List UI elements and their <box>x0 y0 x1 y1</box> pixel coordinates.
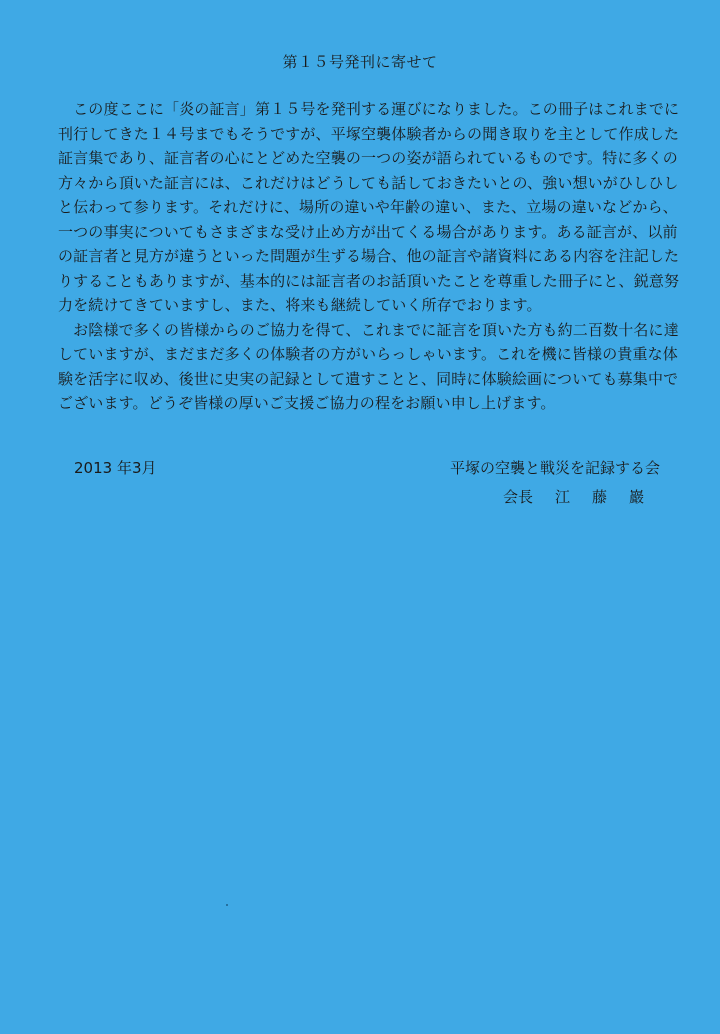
text-line: 力を続けてきていますし、また、将来も継続していく所存でおります。 <box>58 296 542 314</box>
text-line: 験を活字に収め、後世に史実の記録として遺すことと、同時に体験絵画についても募集中で <box>58 369 679 388</box>
text-line: お陰様で多くの皆様からのご協力を得て、これまでに証言を頂いた方も約二百数十名に達 <box>58 320 679 339</box>
issue-date: 2013 年3月 <box>74 459 157 477</box>
text-line: この度ここに「炎の証言」第１５号を発刊する運びになりました。この冊子はこれまでに <box>58 100 680 118</box>
signature-name: 江藤巖 <box>555 488 667 506</box>
text-line: 一つの事実についてもさまざまな受け止め方が出てくる場合があります。ある証言が、以前 <box>58 222 678 241</box>
text-line: 証言集であり、証言者の心にとどめた空襲の一つの姿が語られているものです。特に多くの <box>58 149 678 167</box>
text-line: の証言者と見方が違うといった問題が生ずる場合、他の証言や諸資料にある内容を注記した <box>58 247 680 265</box>
text-line: ございます。どうぞ皆様の厚いご支援ご協力の程をお願い申し上げます。 <box>58 394 556 412</box>
organization-name: 平塚の空襲と戦災を記録する会 <box>450 459 661 477</box>
signature <box>503 486 666 507</box>
text-line: りすることもありますが、基本的には証言者のお話頂いたことを尊重した冊子にと、鋭意努 <box>58 271 680 290</box>
paper-speck <box>226 904 228 906</box>
document-title: 第１５号発刊に寄せて <box>282 53 438 71</box>
body-text <box>58 97 678 416</box>
text-line: 方々から頂いた証言には、これだけはどうしても話しておきたいとの、強い想いがひしひし <box>58 173 679 192</box>
text-line: と伝わって参ります。それだけに、場所の違いや年齢の違い、また、立場の違いなどから、 <box>58 198 678 216</box>
text-line: 刊行してきた１４号までもそうですが、平塚空襲体験者からの聞き取りを主として作成した <box>58 124 680 143</box>
text-line: していますが、まだまだ多くの体験者の方がいらっしゃいます。これを機に皆様の貴重な体 <box>58 345 678 363</box>
signature-role: 会長 <box>503 488 534 506</box>
